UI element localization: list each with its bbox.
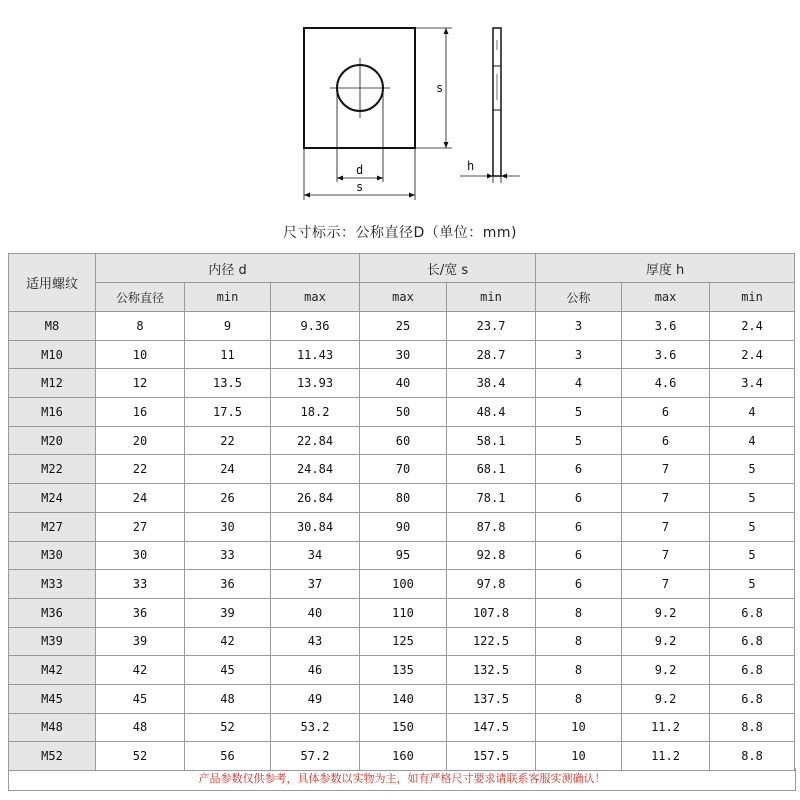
cell-nominal-d: 52	[96, 742, 185, 771]
cell-d-min: 30	[185, 512, 271, 541]
cell-h-min: 6.8	[710, 598, 795, 627]
dim-h-label: h	[467, 159, 475, 173]
cell-thread: M20	[9, 426, 96, 455]
cell-h-min: 4	[710, 426, 795, 455]
cell-h-max: 11.2	[622, 713, 710, 742]
table-row	[9, 713, 795, 742]
subheader-s-min: min	[447, 283, 536, 312]
table-row	[9, 398, 795, 427]
cell-s-max: 40	[360, 369, 447, 398]
cell-h-nominal: 5	[536, 398, 622, 427]
cell-s-max: 90	[360, 512, 447, 541]
cell-d-min: 24	[185, 455, 271, 484]
cell-s-min: 107.8	[447, 598, 536, 627]
cell-h-min: 8.8	[710, 742, 795, 771]
table-row	[9, 512, 795, 541]
cell-d-min: 42	[185, 627, 271, 656]
table-row	[9, 484, 795, 513]
cell-d-max: 26.84	[271, 484, 360, 513]
cell-s-min: 137.5	[447, 684, 536, 713]
cell-s-max: 110	[360, 598, 447, 627]
cell-h-nominal: 4	[536, 369, 622, 398]
cell-h-max: 9.2	[622, 656, 710, 685]
cell-d-max: 13.93	[271, 369, 360, 398]
cell-thread: M22	[9, 455, 96, 484]
table-row	[9, 312, 795, 341]
cell-h-nominal: 8	[536, 684, 622, 713]
cell-d-max: 24.84	[271, 455, 360, 484]
cell-s-min: 58.1	[447, 426, 536, 455]
dim-s-height-label: s	[436, 81, 444, 95]
cell-d-min: 48	[185, 684, 271, 713]
cell-h-nominal: 5	[536, 426, 622, 455]
cell-thread: M10	[9, 340, 96, 369]
cell-s-min: 38.4	[447, 369, 536, 398]
cell-nominal-d: 30	[96, 541, 185, 570]
table-row	[9, 627, 795, 656]
cell-h-min: 5	[710, 455, 795, 484]
cell-h-nominal: 8	[536, 598, 622, 627]
cell-d-max: 34	[271, 541, 360, 570]
cell-d-max: 57.2	[271, 742, 360, 771]
cell-nominal-d: 42	[96, 656, 185, 685]
cell-h-min: 4	[710, 398, 795, 427]
cell-d-min: 11	[185, 340, 271, 369]
cell-nominal-d: 48	[96, 713, 185, 742]
cell-h-nominal: 6	[536, 484, 622, 513]
cell-d-max: 37	[271, 570, 360, 599]
cell-s-max: 135	[360, 656, 447, 685]
cell-s-min: 48.4	[447, 398, 536, 427]
cell-h-nominal: 3	[536, 340, 622, 369]
cell-d-max: 53.2	[271, 713, 360, 742]
cell-d-max: 30.84	[271, 512, 360, 541]
table-row	[9, 340, 795, 369]
cell-nominal-d: 36	[96, 598, 185, 627]
cell-s-max: 95	[360, 541, 447, 570]
cell-nominal-d: 27	[96, 512, 185, 541]
header-thread: 适用螺纹	[9, 254, 96, 312]
cell-h-min: 6.8	[710, 627, 795, 656]
caption: 尺寸标示：公称直径D（单位：mm)	[282, 225, 518, 241]
cell-h-nominal: 6	[536, 512, 622, 541]
cell-h-min: 6.8	[710, 684, 795, 713]
cell-nominal-d: 45	[96, 684, 185, 713]
cell-d-min: 13.5	[185, 369, 271, 398]
cell-h-max: 3.6	[622, 312, 710, 341]
cell-thread: M33	[9, 570, 96, 599]
cell-s-min: 23.7	[447, 312, 536, 341]
cell-d-min: 36	[185, 570, 271, 599]
cell-h-max: 9.2	[622, 598, 710, 627]
footnote: 产品参数仅供参考，具体参数以实物为主，如有严格尺寸要求请联系客服实测确认！	[8, 768, 796, 791]
cell-s-max: 160	[360, 742, 447, 771]
cell-thread: M45	[9, 684, 96, 713]
cell-thread: M48	[9, 713, 96, 742]
cell-thread: M36	[9, 598, 96, 627]
cell-h-min: 6.8	[710, 656, 795, 685]
cell-s-max: 80	[360, 484, 447, 513]
cell-d-max: 46	[271, 656, 360, 685]
subheader-d-min: min	[185, 283, 271, 312]
subheader-h-nominal: 公称	[536, 283, 622, 312]
cell-s-min: 122.5	[447, 627, 536, 656]
cell-h-max: 3.6	[622, 340, 710, 369]
cell-h-max: 7	[622, 541, 710, 570]
table-row	[9, 684, 795, 713]
cell-s-max: 140	[360, 684, 447, 713]
cell-thread: M24	[9, 484, 96, 513]
cell-h-max: 7	[622, 512, 710, 541]
cell-s-max: 50	[360, 398, 447, 427]
cell-h-max: 7	[622, 455, 710, 484]
cell-h-min: 5	[710, 570, 795, 599]
cell-h-min: 2.4	[710, 312, 795, 341]
cell-h-min: 5	[710, 512, 795, 541]
cell-s-max: 125	[360, 627, 447, 656]
cell-d-min: 17.5	[185, 398, 271, 427]
cell-thread: M52	[9, 742, 96, 771]
cell-nominal-d: 20	[96, 426, 185, 455]
cell-h-nominal: 6	[536, 455, 622, 484]
cell-s-min: 92.8	[447, 541, 536, 570]
cell-thread: M39	[9, 627, 96, 656]
cell-thread: M42	[9, 656, 96, 685]
cell-d-max: 11.43	[271, 340, 360, 369]
cell-h-min: 8.8	[710, 713, 795, 742]
cell-s-min: 147.5	[447, 713, 536, 742]
cell-h-min: 2.4	[710, 340, 795, 369]
table-row	[9, 369, 795, 398]
cell-h-min: 5	[710, 541, 795, 570]
cell-nominal-d: 12	[96, 369, 185, 398]
subheader-d-max: max	[271, 283, 360, 312]
subheader-s-max: max	[360, 283, 447, 312]
cell-h-max: 7	[622, 484, 710, 513]
header-inner-d: 内径 d	[96, 254, 360, 283]
cell-h-max: 9.2	[622, 684, 710, 713]
header-side-s: 长/宽 s	[360, 254, 536, 283]
cell-s-min: 87.8	[447, 512, 536, 541]
cell-nominal-d: 24	[96, 484, 185, 513]
cell-d-min: 52	[185, 713, 271, 742]
cell-thread: M12	[9, 369, 96, 398]
cell-nominal-d: 10	[96, 340, 185, 369]
cell-d-max: 49	[271, 684, 360, 713]
cell-h-min: 5	[710, 484, 795, 513]
cell-nominal-d: 8	[96, 312, 185, 341]
cell-d-max: 40	[271, 598, 360, 627]
cell-h-nominal: 10	[536, 742, 622, 771]
table-row	[9, 455, 795, 484]
cell-h-max: 6	[622, 426, 710, 455]
cell-s-max: 150	[360, 713, 447, 742]
table-row	[9, 742, 795, 771]
cell-h-max: 4.6	[622, 369, 710, 398]
cell-s-min: 78.1	[447, 484, 536, 513]
cell-d-min: 9	[185, 312, 271, 341]
cell-d-min: 33	[185, 541, 271, 570]
cell-h-max: 11.2	[622, 742, 710, 771]
dim-d-label: d	[356, 163, 364, 177]
header-thickness-h: 厚度 h	[536, 254, 795, 283]
cell-d-min: 39	[185, 598, 271, 627]
cell-d-max: 22.84	[271, 426, 360, 455]
cell-thread: M16	[9, 398, 96, 427]
cell-h-max: 7	[622, 570, 710, 599]
cell-d-min: 26	[185, 484, 271, 513]
cell-s-max: 25	[360, 312, 447, 341]
subheader-h-min: min	[710, 283, 795, 312]
cell-s-min: 68.1	[447, 455, 536, 484]
cell-d-min: 56	[185, 742, 271, 771]
table-row	[9, 541, 795, 570]
table-row	[9, 426, 795, 455]
subheader-h-max: max	[622, 283, 710, 312]
cell-s-max: 30	[360, 340, 447, 369]
table-row	[9, 598, 795, 627]
cell-h-min: 3.4	[710, 369, 795, 398]
cell-h-nominal: 8	[536, 627, 622, 656]
cell-nominal-d: 22	[96, 455, 185, 484]
cell-thread: M27	[9, 512, 96, 541]
cell-s-min: 132.5	[447, 656, 536, 685]
subheader-nominal-d: 公称直径	[96, 283, 185, 312]
cell-h-nominal: 10	[536, 713, 622, 742]
cell-d-min: 22	[185, 426, 271, 455]
cell-h-nominal: 3	[536, 312, 622, 341]
cell-d-max: 18.2	[271, 398, 360, 427]
table-row	[9, 570, 795, 599]
cell-thread: M8	[9, 312, 96, 341]
cell-s-max: 70	[360, 455, 447, 484]
cell-h-nominal: 6	[536, 570, 622, 599]
cell-thread: M30	[9, 541, 96, 570]
washer-side-view	[493, 28, 501, 176]
cell-nominal-d: 39	[96, 627, 185, 656]
cell-h-max: 6	[622, 398, 710, 427]
cell-d-max: 9.36	[271, 312, 360, 341]
cell-d-max: 43	[271, 627, 360, 656]
cell-d-min: 45	[185, 656, 271, 685]
cell-s-min: 97.8	[447, 570, 536, 599]
cell-s-max: 100	[360, 570, 447, 599]
cell-nominal-d: 33	[96, 570, 185, 599]
cell-h-nominal: 6	[536, 541, 622, 570]
dim-s-width-label: s	[356, 180, 364, 194]
cell-h-nominal: 8	[536, 656, 622, 685]
cell-s-min: 157.5	[447, 742, 536, 771]
cell-h-max: 9.2	[622, 627, 710, 656]
cell-s-max: 60	[360, 426, 447, 455]
washer-drawing	[0, 0, 800, 215]
spec-table	[8, 253, 795, 771]
cell-s-min: 28.7	[447, 340, 536, 369]
table-row	[9, 656, 795, 685]
cell-nominal-d: 16	[96, 398, 185, 427]
